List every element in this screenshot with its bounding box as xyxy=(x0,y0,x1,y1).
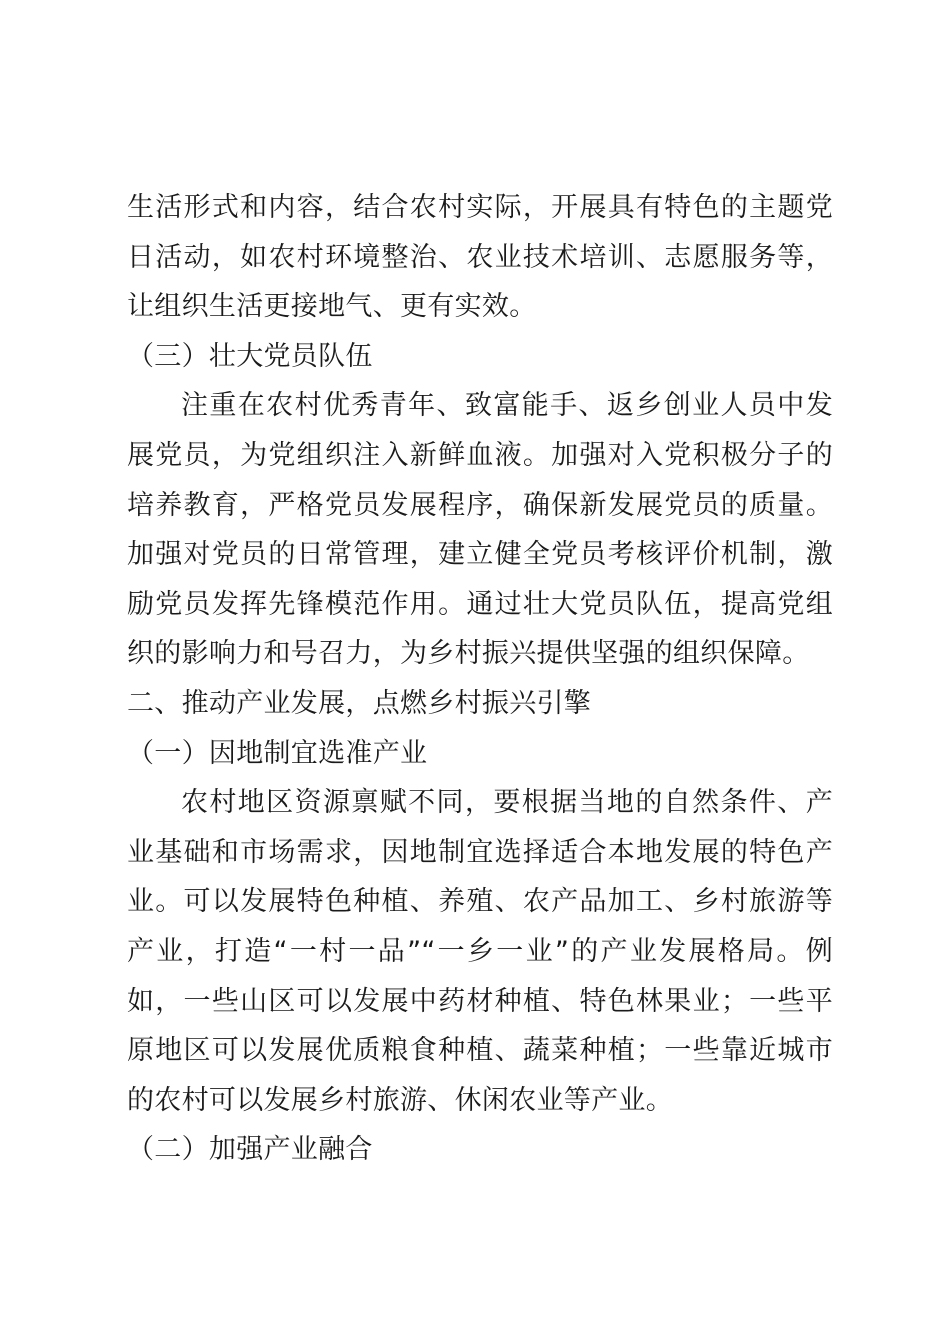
subheading-industry-integration: （二）加强产业融合 xyxy=(127,1134,373,1166)
paragraph-select-industry: 农村地区资源禀赋不同，要根据当地的自然条件、产业基础和市场需求，因地制宜选择适合本地发展的特色产业。可以发展特色种植、养殖、农产品加工、乡村旅游等产业，打造“一村一品”“一乡一业”的产业发展格局。例如，一些山区可以发展中药材种植、特色林果业；一些平原地区可以发展优质粮食种植、蔬菜种植；一些靠近城市的农村可以发展乡村旅游、休闲农业等产业。 xyxy=(127,787,833,1116)
section-heading-industry: 二、推动产业发展，点燃乡村振兴引擎 xyxy=(127,687,592,719)
subheading-select-industry: （一）因地制宜选准产业 xyxy=(127,737,428,769)
document-body xyxy=(127,183,833,1175)
subheading-grow-party-members: （三）壮大党员队伍 xyxy=(127,340,373,372)
paragraph-party-members: 注重在农村优秀青年、致富能手、返乡创业人员中发展党员，为党组织注入新鲜血液。加强对入党积极分子的培养教育，严格党员发展程序，确保新发展党员的质量。加强对党员的日常管理，建立健全党员考核评价机制，激励党员发挥先锋模范作用。通过壮大党员队伍，提高党组织的影响力和号召力，为乡村振兴提供坚强的组织保障。 xyxy=(127,390,833,670)
paragraph-continuation: 生活形式和内容，结合农村实际，开展具有特色的主题党日活动，如农村环境整治、农业技术培训、志愿服务等，让组织生活更接地气、更有实效。 xyxy=(127,192,833,323)
